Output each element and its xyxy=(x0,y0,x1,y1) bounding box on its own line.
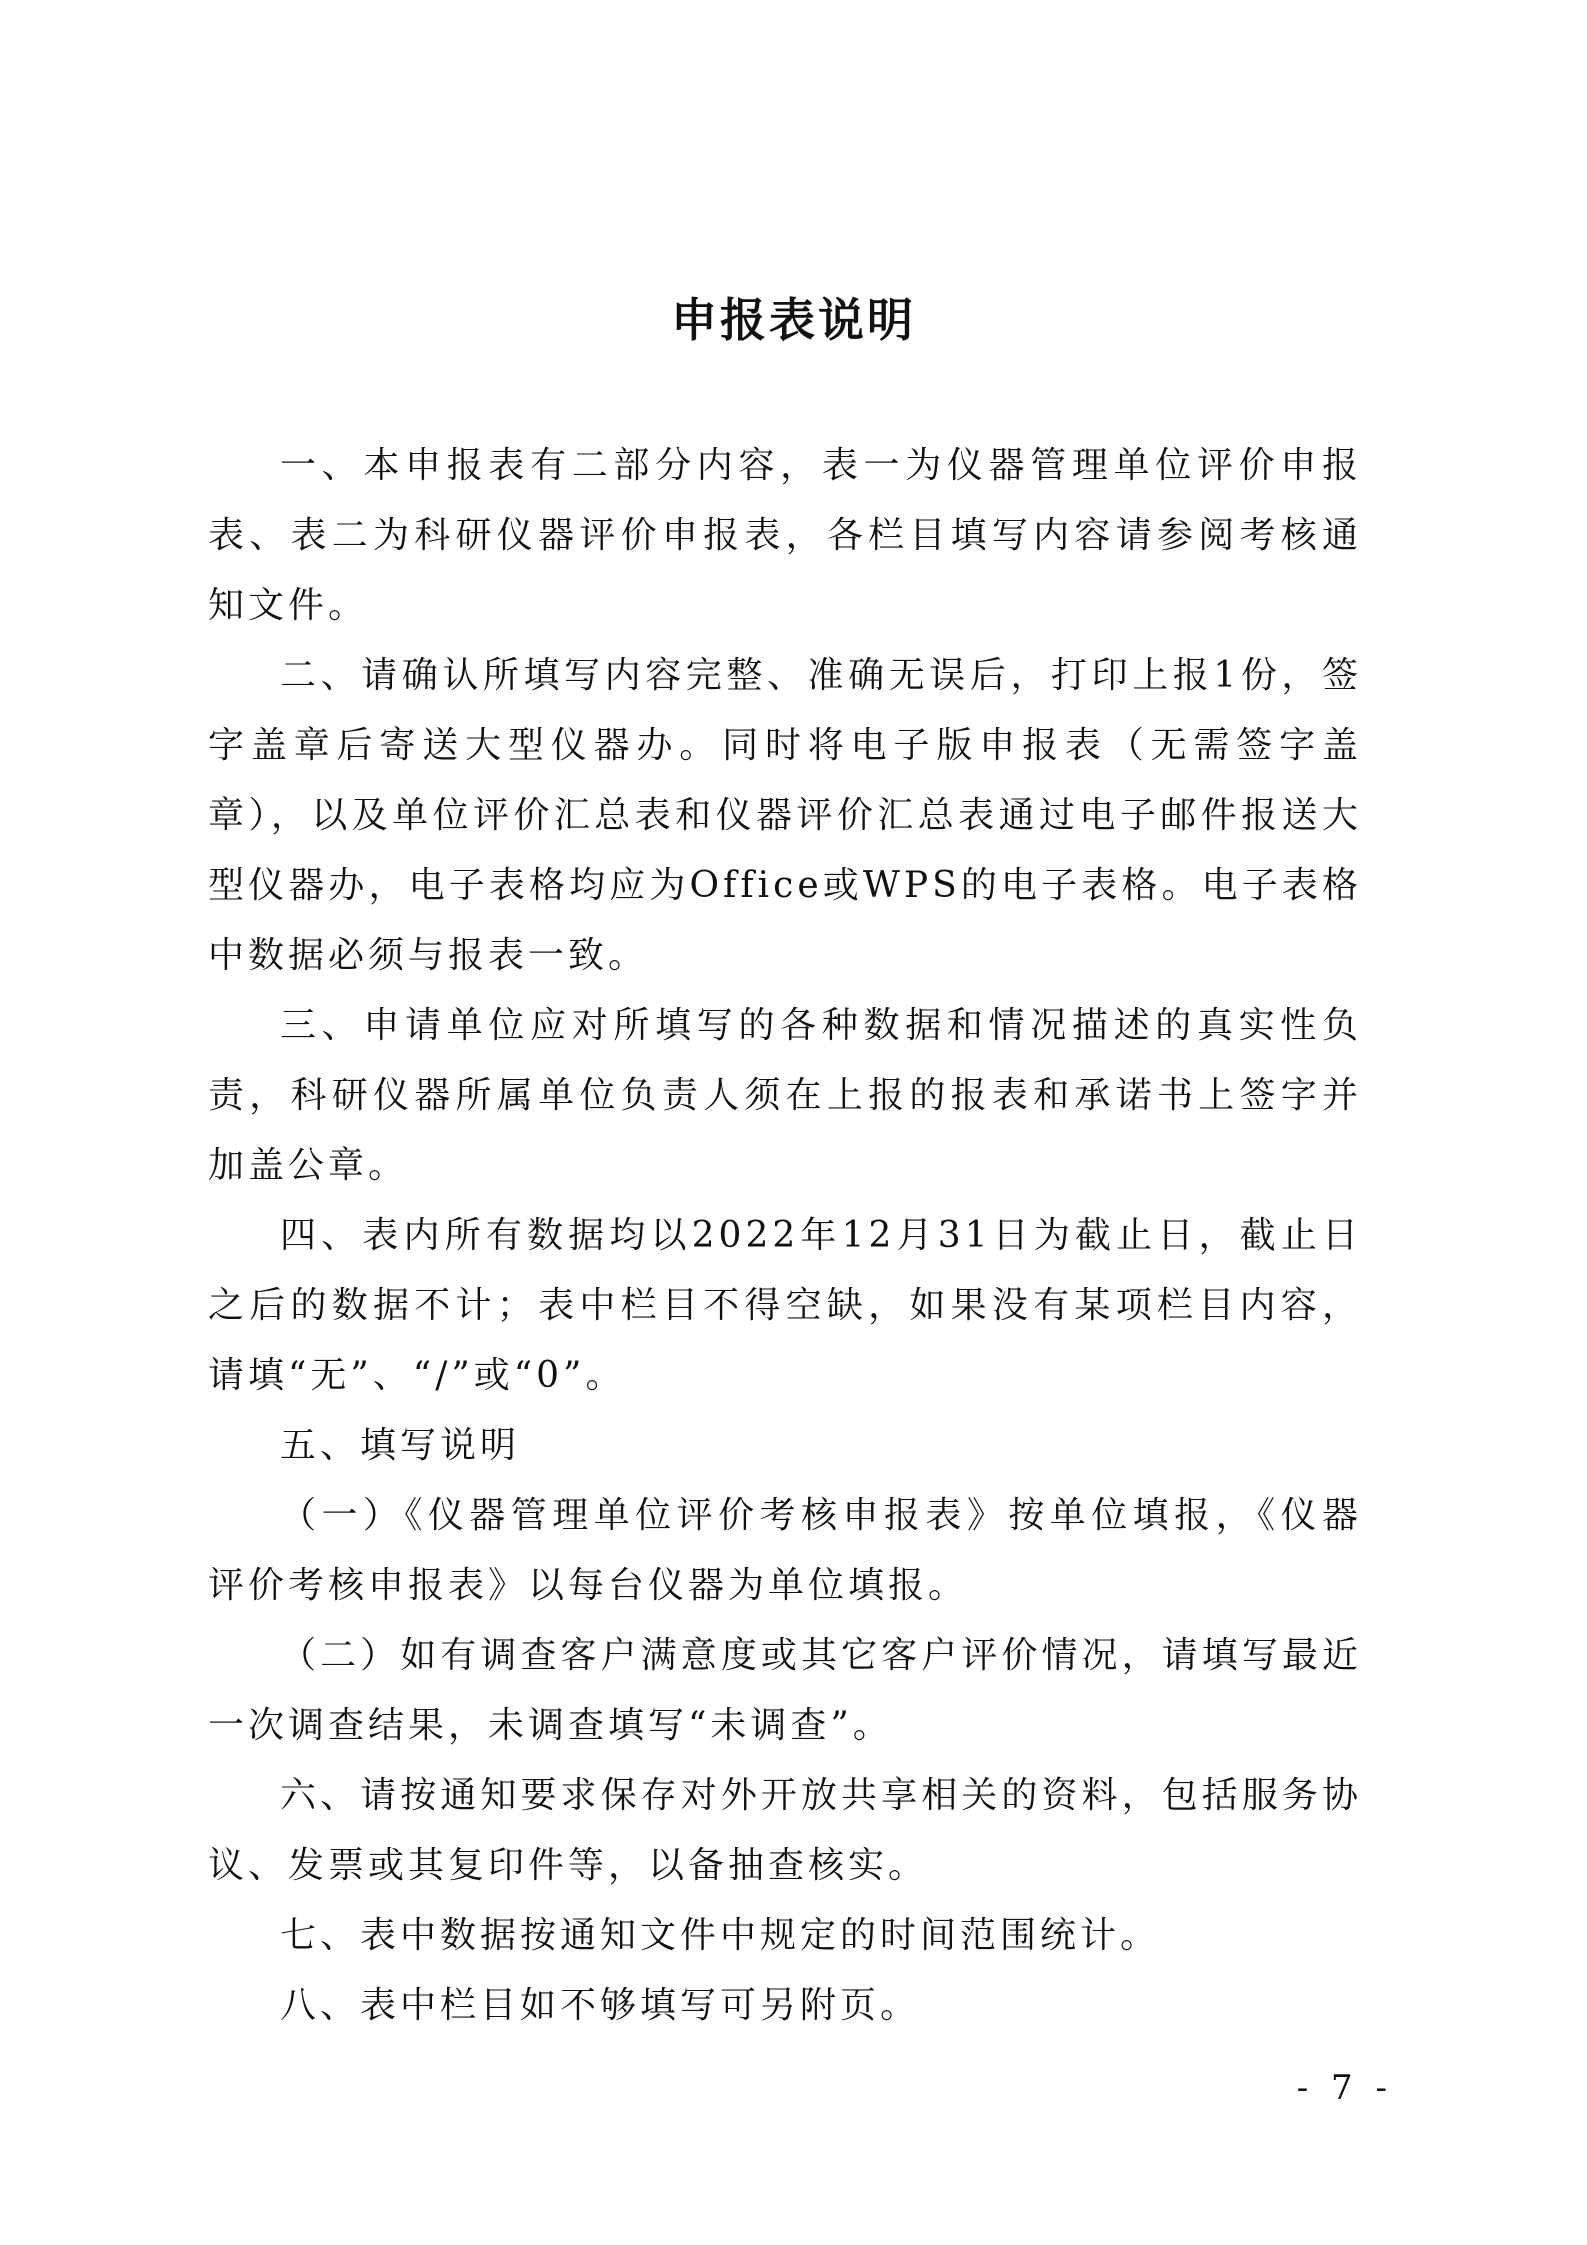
paragraph-7: 七、表中数据按通知文件中规定的时间范围统计。 xyxy=(280,1915,1161,1956)
paragraph-4: 四、表内所有数据均以2022年12月31日为截止日，截止日之后的数据不计；表中栏目不得空缺，如果没有某项栏目内容，请填“无”、“/”或“0”。 xyxy=(208,1215,1362,1396)
paragraph-5-item-2: （二）如有调查客户满意度或其它客户评价情况，请填写最近一次调查结果，未调查填写“未调查”。 xyxy=(208,1635,1362,1746)
document-body xyxy=(208,431,1362,2041)
paragraph-5-heading: 五、填写说明 xyxy=(280,1425,521,1466)
paragraph-2: 二、请确认所填写内容完整、准确无误后，打印上报1份，签字盖章后寄送大型仪器办。同时将电子版申报表（无需签字盖章），以及单位评价汇总表和仪器评价汇总表通过电子邮件报送大型仪器办，电子表格均应为Office或WPS的电子表格。电子表格中数据必须与报表一致。 xyxy=(208,655,1362,976)
paragraph-8: 八、表中栏目如不够填写可另附页。 xyxy=(280,1985,921,2026)
page-number: - 7 - xyxy=(1296,2068,1393,2108)
paragraph-3: 三、申请单位应对所填写的各种数据和情况描述的真实性负责，科研仪器所属单位负责人须在上报的报表和承诺书上签字并加盖公章。 xyxy=(208,1005,1362,1186)
page-title: 申报表说明 xyxy=(671,293,916,347)
paragraph-5-item-1: （一）《仪器管理单位评价考核申报表》按单位填报，《仪器评价考核申报表》以每台仪器为单位填报。 xyxy=(208,1495,1362,1606)
paragraph-6: 六、请按通知要求保存对外开放共享相关的资料，包括服务协议、发票或其复印件等，以备抽查核实。 xyxy=(208,1775,1362,1886)
paragraph-1: 一、本申报表有二部分内容，表一为仪器管理单位评价申报表、表二为科研仪器评价申报表，各栏目填写内容请参阅考核通知文件。 xyxy=(208,445,1362,626)
